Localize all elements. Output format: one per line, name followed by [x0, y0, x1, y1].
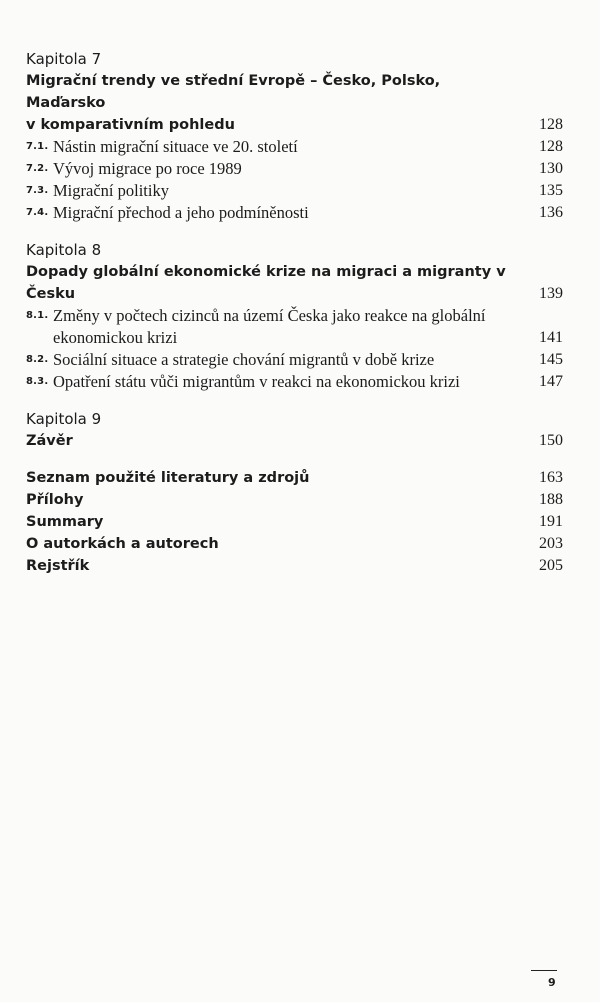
section-number: 7.1. — [26, 141, 49, 152]
page-number: 147 — [539, 373, 563, 390]
page-number: 191 — [539, 513, 563, 530]
page-number: 130 — [539, 160, 563, 177]
toc-entry-8-1[interactable] — [26, 305, 563, 349]
back-matter-title: Seznam použité literatury a zdrojů — [26, 470, 310, 486]
toc-entry-7-4[interactable] — [26, 202, 563, 224]
section-title: Nástin migrační situace ve 20. století — [53, 137, 298, 156]
section-number: 8.3. — [26, 376, 49, 387]
chapter-title-link[interactable] — [26, 430, 563, 452]
section-title: Migrační přechod a jeho podmíněnosti — [53, 203, 309, 222]
page-number: 163 — [539, 469, 563, 486]
toc-entry-appendices[interactable] — [26, 489, 563, 511]
page-number: 203 — [539, 535, 563, 552]
table-of-contents — [26, 48, 563, 577]
page-number: 139 — [539, 285, 563, 302]
section-title: Opatření státu vůči migrantům v reakci na ekonomickou krizi — [53, 372, 460, 391]
chapter-title: Dopady globální ekonomické krize na migraci a migranty v Česku — [26, 264, 506, 302]
back-matter-title: Rejstřík — [26, 558, 90, 574]
page-number: 145 — [539, 351, 563, 368]
toc-entry-8-2[interactable] — [26, 349, 563, 371]
section-number: 8.1. — [26, 310, 49, 321]
chapter-title-link[interactable] — [26, 70, 563, 136]
chapter-8 — [26, 239, 563, 393]
section-number: 7.4. — [26, 207, 49, 218]
chapter-label: Kapitola 7 — [26, 50, 102, 68]
chapter-9 — [26, 408, 563, 452]
page-number: 135 — [539, 182, 563, 199]
chapter-title-link[interactable] — [26, 261, 563, 305]
toc-entry-authors[interactable] — [26, 533, 563, 555]
chapter-7 — [26, 48, 563, 224]
back-matter-title: Přílohy — [26, 492, 84, 508]
toc-entry-7-3[interactable] — [26, 180, 563, 202]
section-title: Změny v počtech cizinců na území Česka jako reakce na globální ekonomickou krizi — [53, 306, 486, 347]
page-number: 188 — [539, 491, 563, 508]
page-number: 128 — [539, 138, 563, 155]
chapter-title: Migrační trendy ve střední Evropě – Česko, Polsko, Maďarsko v komparativním pohledu — [26, 73, 441, 133]
back-matter — [26, 467, 563, 577]
back-matter-title: Summary — [26, 514, 104, 530]
chapter-title: Závěr — [26, 433, 73, 449]
page-number: 141 — [539, 329, 563, 346]
section-title: Sociální situace a strategie chování migrantů v době krize — [53, 350, 435, 369]
page-number: 205 — [539, 557, 563, 574]
section-number: 7.3. — [26, 185, 49, 196]
section-title: Vývoj migrace po roce 1989 — [53, 159, 242, 178]
toc-entry-7-1[interactable] — [26, 136, 563, 158]
section-number: 8.2. — [26, 354, 49, 365]
chapter-label: Kapitola 9 — [26, 410, 102, 428]
toc-entry-8-3[interactable] — [26, 371, 563, 393]
page-number: 128 — [539, 116, 563, 133]
back-matter-title: O autorkách a autorech — [26, 536, 219, 552]
page-number: 136 — [539, 204, 563, 221]
toc-entry-summary[interactable] — [26, 511, 563, 533]
section-number: 7.2. — [26, 163, 49, 174]
toc-entry-references[interactable] — [26, 467, 563, 489]
footer-rule — [531, 970, 557, 971]
folio-page-number: 9 — [548, 976, 556, 989]
section-title: Migrační politiky — [53, 181, 169, 200]
page-number: 150 — [539, 432, 563, 449]
chapter-label: Kapitola 8 — [26, 241, 102, 259]
toc-entry-index[interactable] — [26, 555, 563, 577]
toc-entry-7-2[interactable] — [26, 158, 563, 180]
